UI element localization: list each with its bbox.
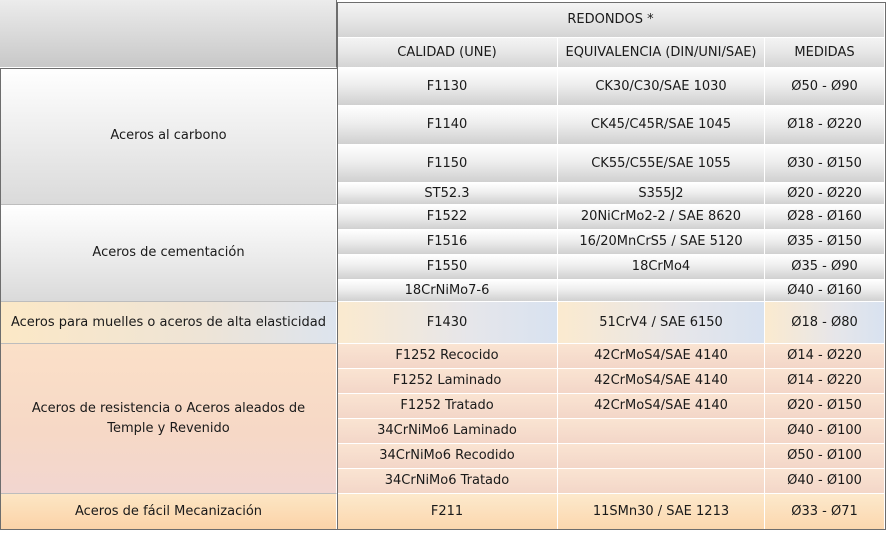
cell-measures: Ø14 - Ø220 — [765, 344, 885, 369]
group-label: Aceros de cementación — [1, 205, 337, 302]
cell-measures: Ø14 - Ø220 — [765, 369, 885, 394]
cell-equivalence: 20NiCrMo2-2 / SAE 8620 — [558, 205, 765, 230]
cell-equivalence: CK30/C30/SAE 1030 — [558, 68, 765, 106]
cell-measures: Ø33 - Ø71 — [765, 494, 885, 530]
cell-equivalence: 11SMn30 / SAE 1213 — [558, 494, 765, 530]
header-col-measures: MEDIDAS — [765, 38, 885, 68]
cell-equivalence: 42CrMoS4/SAE 4140 — [558, 344, 765, 369]
cell-measures: Ø18 - Ø220 — [765, 106, 885, 145]
cell-quality: F1252 Laminado — [337, 369, 558, 394]
cell-measures: Ø20 - Ø220 — [765, 183, 885, 205]
group-label: Aceros al carbono — [1, 68, 337, 205]
cell-quality: F1522 — [337, 205, 558, 230]
cell-measures: Ø40 - Ø160 — [765, 280, 885, 302]
cell-measures: Ø18 - Ø80 — [765, 302, 885, 344]
cell-quality: ST52.3 — [337, 183, 558, 205]
cell-equivalence — [558, 444, 765, 469]
cell-equivalence — [558, 280, 765, 302]
cell-measures: Ø35 - Ø150 — [765, 230, 885, 255]
cell-quality: F1252 Tratado — [337, 394, 558, 419]
cell-measures: Ø40 - Ø100 — [765, 469, 885, 494]
cell-measures: Ø50 - Ø90 — [765, 68, 885, 106]
cell-equivalence — [558, 469, 765, 494]
cell-equivalence — [558, 419, 765, 444]
cell-equivalence: CK55/C55E/SAE 1055 — [558, 145, 765, 183]
cell-equivalence: S355J2 — [558, 183, 765, 205]
cell-quality: 18CrNiMo7-6 — [337, 280, 558, 302]
cell-quality: F1516 — [337, 230, 558, 255]
cell-quality: F1150 — [337, 145, 558, 183]
group-label: Aceros para muelles o aceros de alta elasticidad — [1, 302, 337, 344]
cell-equivalence: 42CrMoS4/SAE 4140 — [558, 394, 765, 419]
cell-quality: F1550 — [337, 255, 558, 280]
cell-quality: 34CrNiMo6 Recodido — [337, 444, 558, 469]
cell-quality: F1252 Recocido — [337, 344, 558, 369]
header-col-equivalence: EQUIVALENCIA (DIN/UNI/SAE) — [558, 38, 765, 68]
cell-equivalence: CK45/C45R/SAE 1045 — [558, 106, 765, 145]
cell-quality: F1140 — [337, 106, 558, 145]
cell-quality: 34CrNiMo6 Tratado — [337, 469, 558, 494]
cell-measures: Ø28 - Ø160 — [765, 205, 885, 230]
header-corner-blank — [0, 0, 337, 68]
cell-measures: Ø50 - Ø100 — [765, 444, 885, 469]
cell-quality: F1430 — [337, 302, 558, 344]
cell-measures: Ø40 - Ø100 — [765, 419, 885, 444]
group-label: Aceros de resistencia o Aceros aleados de Temple y Revenido — [1, 344, 337, 494]
header-col-quality: CALIDAD (UNE) — [337, 38, 558, 68]
cell-equivalence: 42CrMoS4/SAE 4140 — [558, 369, 765, 394]
cell-quality: F1130 — [337, 68, 558, 106]
cell-equivalence: 51CrV4 / SAE 6150 — [558, 302, 765, 344]
cell-measures: Ø30 - Ø150 — [765, 145, 885, 183]
cell-quality: 34CrNiMo6 Laminado — [337, 419, 558, 444]
cell-measures: Ø20 - Ø150 — [765, 394, 885, 419]
group-label: Aceros de fácil Mecanización — [1, 494, 337, 530]
header-group-title: REDONDOS * — [337, 3, 885, 38]
cell-equivalence: 18CrMo4 — [558, 255, 765, 280]
cell-measures: Ø35 - Ø90 — [765, 255, 885, 280]
cell-quality: F211 — [337, 494, 558, 530]
cell-equivalence: 16/20MnCrS5 / SAE 5120 — [558, 230, 765, 255]
